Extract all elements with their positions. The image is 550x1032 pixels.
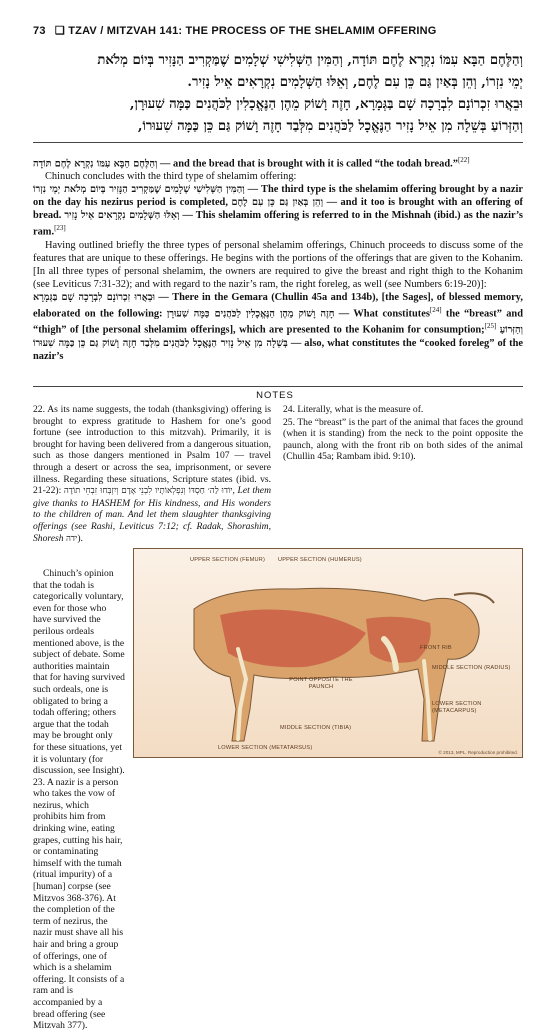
running-title: TZAV / MITZVAH 141: THE PROCESS OF THE SHELAMIM OFFERING: [68, 25, 437, 37]
fig-label-metacarpus: LOWER SECTION (METACARPUS): [432, 701, 482, 714]
notes-heading: NOTES: [256, 390, 294, 401]
note-ref[interactable]: [22]: [457, 156, 470, 164]
notes-right-column: [283, 404, 523, 464]
hebrew-line: וְהַזְּרוֹעַ בְּשֵׁלָה מִן אֵיל נָזִיר הַנֶּאֱכָל לַכֹּהֲנִים מִלְּבַד חָזֶה וָשׁוֹק גַּם כֵּן כַּמָּה שִׁעוּרוֹ,: [137, 119, 523, 134]
translation: — There in the Gemara (Chullin 45a and 134b), [the Sages], of blessed memory, elaborated on the following:: [33, 291, 523, 320]
note-24: 24. Literally, what is the measure of.: [283, 404, 424, 415]
translation: — and it too is brought with an offering of bread.: [33, 197, 523, 222]
note-ref[interactable]: [24]: [429, 305, 442, 314]
hebrew-source-text: [33, 50, 523, 138]
hebrew-lemma: וְהֵן בְּאַיִן גַּם כֵּן עִם לֶחֶם: [231, 197, 324, 209]
commentary-body: [33, 154, 523, 363]
note-25: 25. The “breast” is the part of the animal that faces the ground (when it is standing) from the neck to the point opposite the paunch, along with the front rib on both sides of the animal (Chullin 45a; Rambam ibid. 9:10).: [283, 416, 523, 463]
fig-label-metatarsus: LOWER SECTION (METATARSUS): [218, 745, 313, 751]
hebrew-lemma: וְאֵלּוּ הַשְּׁלָמִים נִקְרָאִים אֵיל נָזִיר: [64, 210, 180, 222]
notes-left-narrow: [33, 568, 125, 1032]
hebrew-quote: ידה: [65, 533, 78, 544]
fig-label-humerus: UPPER SECTION (HUMERUS): [278, 557, 362, 563]
notes-divider: [33, 386, 523, 387]
note-ref[interactable]: [25]: [484, 322, 497, 331]
page-header: [33, 24, 523, 37]
translation: — also, what constitutes the “cooked foreleg” of the nazir’s: [33, 337, 523, 362]
fig-label-femur: UPPER SECTION (FEMUR): [190, 557, 266, 563]
hebrew-line: יְמֵי נִזְרוֹ, וְהֵן בְּאַיִן גַּם כֵּן עִם לֶחֶם, וְאֵלּוּ הַשְּׁלָמִים נִקְרָאִים אֵיל נָזִיר.: [187, 75, 523, 90]
hebrew-lemma: וְהַזְּרוֹעַ בְּשֵׁלָה מִן אֵיל נָזִיר הַנֶּאֱכָל לַכֹּהֲנִים: [162, 324, 523, 349]
hebrew-line: וּבֵאֲרוּ זִכְרוֹנָם לִבְרָכָה שָׁם בַּגְּמָרָא, חָזֶה וָשׁוֹק מֵהֶן הַנֶּאֱכָלִין לַכֹּהֲנִים כַּמָּה שִׁעוּרָן,: [129, 97, 523, 112]
note-ref[interactable]: [23]: [54, 224, 66, 233]
hebrew-lemma: וְהַלֶּחֶם הַבָּא עִמּוֹ נִקְרָא לֶחֶם תּוֹדָה: [33, 158, 158, 170]
anatomy-figure: [133, 548, 523, 758]
fig-label-tibia: MIDDLE SECTION (TIBIA): [280, 725, 352, 731]
hebrew-quote: יוֹדוּ לַה׳ חַסְדּוֹ וְנִפְלְאוֹתָיו לִבְנֵי אָדָם וְיִזְבְּחוּ זִבְחֵי תוֹדָה: [63, 486, 233, 497]
note-23: 23. A nazir is a person who takes the vow of nezirus, which prohibits him from drinking wine, eating grapes, cutting his hair, or contaminating himself with the tumah (ritual impurity) of a [human] corpse (see Mitzvos 368-376). At the completion of the term of nezirus, the nazir must shave all his hair and bring a group of offerings, one of which is a shelamim offering. It consists of a ram and is accompanied by a bread offering (see Mitzvah 377).: [33, 776, 125, 1032]
hebrew-lemma: וְהַמִּין הַשְּׁלִישִׁי שְׁלָמִים שֶׁמַּקְרִיב הַנָּזִיר בְּיוֹם מְלֹאת יְמֵי נִזְרוֹ: [33, 184, 245, 196]
commentary-paragraph: Chinuch concludes with the third type of shelamim offering:: [45, 171, 297, 183]
fig-label-radius: MIDDLE SECTION (RADIUS): [432, 665, 511, 671]
fig-label-front-rib: FRONT RIB: [420, 645, 452, 651]
hebrew-lemma: חָזֶה וָשׁוֹק מֵהֶן הַנֶּאֱכָלִין לַכֹּהֲנִים כַּמָּה שִׁעוּרָן: [166, 308, 335, 320]
commentary-paragraph: [33, 291, 523, 363]
notes-left-column: [33, 404, 271, 546]
commentary-paragraph: [33, 183, 523, 238]
translation: — The third type is the shelamim offering brought by a nazir on the day his nezirus period is completed,: [33, 184, 523, 209]
translation: — This shelamim offering is referred to in the Mishnah (ibid.) as the nazir’s ram.: [33, 210, 523, 238]
translation: the “breast” and “thigh” of [the personal shelamim offerings], which are presented to the Kohanim for consumption;: [33, 308, 523, 336]
shoulder-muscle: [366, 617, 431, 663]
note-22: [33, 404, 271, 545]
hebrew-line: וְהַלֶּחֶם הַבָּא עִמּוֹ נִקְרָא לֶחֶם תּוֹדָה, וְהַמִּין הַשְּׁלִישִׁי שְׁלָמִים שֶׁמַּקְרִיב הַנָּזִיר בְּיוֹם מְלֹאת: [97, 53, 523, 68]
hebrew-lemma: מִלְּבַד חָזֶה וָשׁוֹק גַּם כֵּן כַּמָּה שִׁעוּרוֹ: [33, 337, 160, 349]
note-quote: , Let them give thanks to HASHEM for His kindness, and His wonders to the children of man. And let them slaughter thanksgiving offerings (see Rashi, Leviticus 7:12; cf. Radak, Shorashim, Shoresh: [33, 485, 271, 544]
note-text: Chinuch’s opinion that the todah is categorically voluntary, even for those who have survived the perilous ordeals mentioned above, is the subject of debate. Some authorities maintain that for having survived such ordeals, one is obligated to bring a todah offering; others argue that the todah may be brought only for these situations, yet it is voluntary (for discussion, see Insight).: [33, 568, 125, 777]
page-number: 73: [33, 25, 46, 37]
hebrew-lemma: וּבֵאֲרוּ זִכְרוֹנָם לִבְרָכָה שָׁם בַּגְּמָרָא: [33, 291, 155, 303]
note-text: 22. As its name suggests, the todah (thanksgiving) offering is brought to express gratitude to Hashem for one’s good fortune (see introduction to this mitzvah). Primarily, it is brought for having been delivered from a dangerous situation, such as those dangers mentioned in Psalm 107 — travel through a desert or across the sea, imprisonment, or severe illness. Regarding these situations, Scripture states (ibid. vs. 21-22):: [33, 404, 271, 497]
book-icon: ❑: [54, 25, 65, 37]
note-text: ).: [77, 532, 83, 544]
figure-copyright: © 2013, MPL. Reproduction prohibited.: [438, 750, 518, 755]
translation: — What constitutes: [338, 308, 430, 320]
commentary-paragraph: [33, 154, 523, 170]
section-divider: [33, 142, 523, 143]
commentary-paragraph: Having outlined briefly the three types of personal shelamim offerings, Chinuch proceeds to discuss some of the features that are unique to these offerings. He begins with the portions of the offerings that are given to the Kohanim. [In all three types of personal shelamim, the owners are required to give the breast and right thigh to the Kohanim (see Leviticus 7:31-32); and with regard to the nazir’s ram, the right foreleg, as well (see Numbers 6:19-20)]:: [33, 239, 523, 290]
fig-label-paunch: POINT OPPOSITE THE PAUNCH: [289, 677, 353, 690]
translation: — and the bread that is brought with it is called “the todah bread.”: [160, 158, 458, 170]
